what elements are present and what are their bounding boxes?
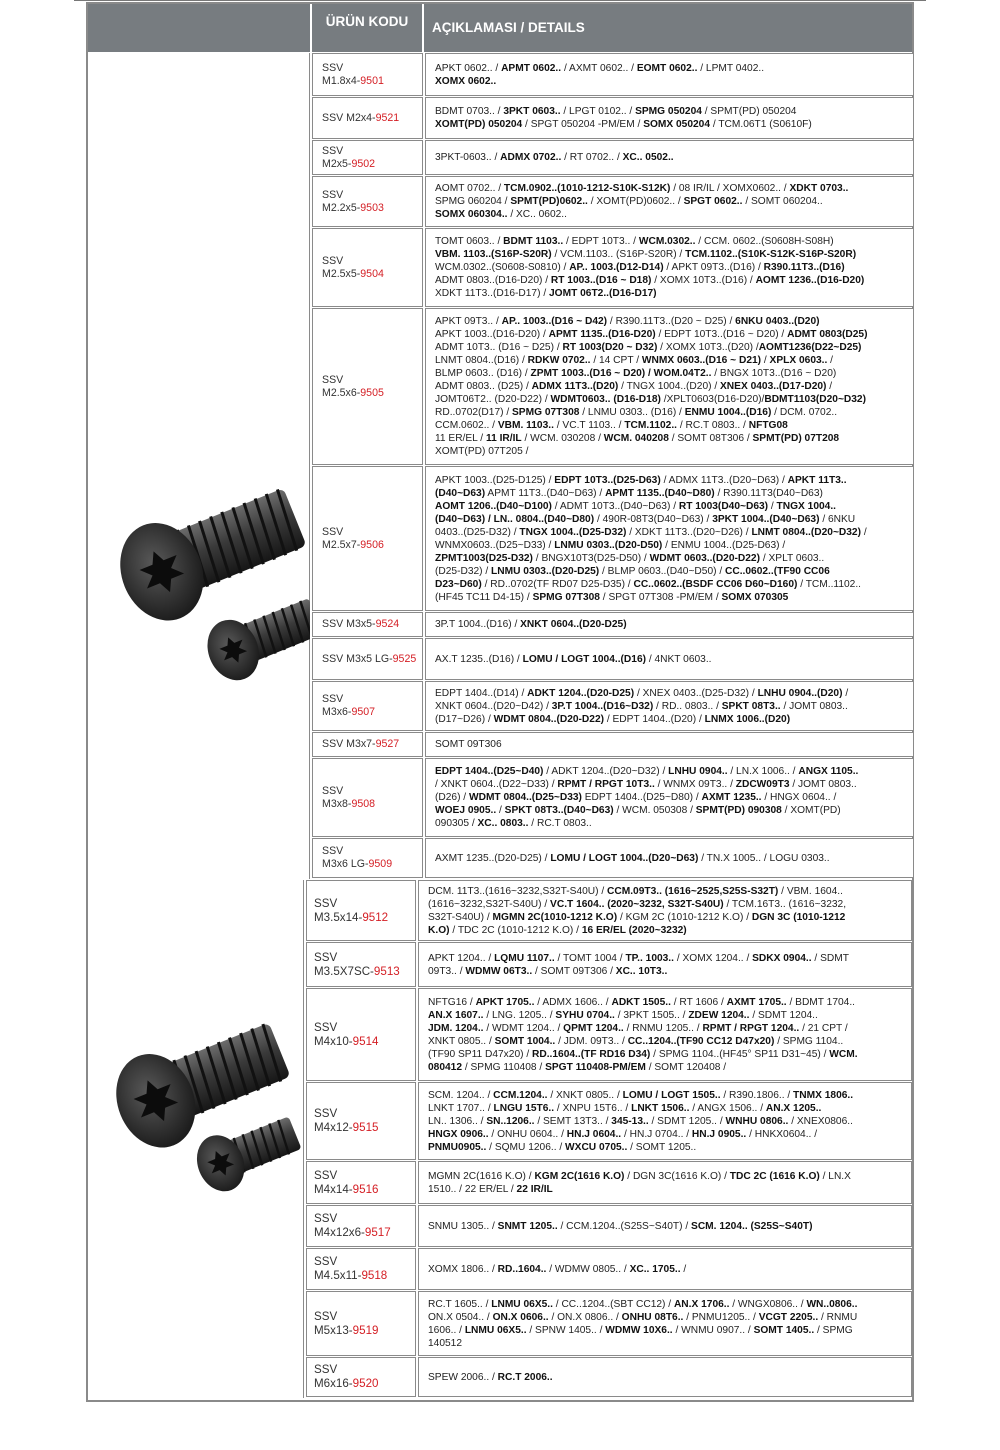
product-details: APKT 1204.. / LQMU 1107.. / TOMT 1004 / TP.. 1003.. / XOMX 1204.. / SDKX 0904.. / SDMT 09T3.. / WDMW 06T3.. / SOMT 09T306 / XC.. 10T3..	[418, 942, 912, 987]
product-details: AX.T 1235..(D16) / LOMU / LOGT 1004..(D16) / 4NKT 0603..	[425, 638, 914, 680]
product-code: SSV M3.5x14-9512	[306, 880, 416, 941]
torx-screw-icon	[88, 880, 304, 1398]
product-code: SSV M3x6 LG-9509	[312, 838, 423, 878]
product-code: SSV M4x14-9516	[306, 1161, 416, 1204]
header-code-col: ÜRÜN KODU	[312, 4, 422, 52]
product-details: SNMU 1305.. / SNMT 1205.. / CCM.1204..(S25S~S40T) / SCM. 1204.. (S25S~S40T)	[418, 1205, 912, 1247]
product-details: SOMT 09T306	[425, 732, 914, 757]
table-row	[312, 612, 914, 637]
table-row	[312, 53, 914, 96]
product-code: SSV M3x5-9524	[312, 612, 423, 637]
product-details: AOMT 0702.. / TCM.0902..(1010-1212-S10K-S12K) / 08 IR/IL / XOMX0602.. / XDKT 0703.. SPMG 060204 / SPMT(PD)0602.. / XOMT(PD)0602.. / SPGT 0602.. / SOMT 060204.. SOMX 060304.. / XC.. 0602..	[425, 176, 914, 227]
product-code: SSV M3x6-9507	[312, 681, 423, 731]
table-row	[312, 732, 914, 757]
product-details: AXMT 1235..(D20-D25) / LOMU / LOGT 1004..(D20~D63) / TN.X 1005.. / LOGU 0303..	[425, 838, 914, 878]
table-row	[306, 1357, 912, 1397]
table-row	[312, 176, 914, 227]
product-details: XOMX 1806.. / RD..1604.. / WDMW 0805.. / XC.. 1705.. /	[418, 1248, 912, 1290]
torx-screw-icon	[88, 53, 310, 879]
product-details: EDPT 1404..(D14) / ADKT 1204..(D20-D25) / XNEX 0403..(D25-D32) / LNHU 0904..(D20) / XNKT 0604..(D20~D42) / 3P.T 1004..(D16~D32) / RD.. 0803.. / SPKT 08T3.. / JOMT 0803.. (D17~D26) / WDMT 0804..(D20-D22) / EDPT 1404..(D20) / LNMX 1006..(D20)	[425, 681, 914, 731]
product-details: APKT 09T3.. / AP.. 1003..(D16 ~ D42) / R390.11T3..(D20 ~ D25) / 6NKU 0403..(D20) APKT 1003..(D16-D20) / APMT 1135..(D16-D20) / EDPT 10T3..(D16 ~ D20) / ADMT 0803(D25) ADMT 10T3.. (D16 ~ D25) / RT 1003(D20 ~ D32) / XOMX 10T3..(D20) /AOMT1236(D22~D25) LNMT 0804..(D16) / RDKW 0702.. / 14 CPT / WNMX 0603..(D16 ~ D21) / XPLX 0603.. / BLMP 0603.. (D16) / ZPMT 1003..(D16 ~ D20) / WOM.04T2.. / BNGX 10T3..(D16 ~ D20) ADMT 0803.. (D25) / ADMX 11T3..(D20) / TNGX 1004..(D20) / XNEX 0403..(D17-D20) / JOMT06T2.. (D20-D22) / WDMT0603.. (D16-D18) /XPLT0603(D16-D20)/BDMT1103(D20~D32) RD..0702(D17) / SPMG 07T308 / LNMU 0303.. (D16) / ENMU 1004..(D16) / DCM. 0702.. CCM.0602.. / VBM. 1103.. / VC.T 1103.. / TCM.1102.. / RC.T 0803.. / NFTG08 11 ER/EL / 11 IR/IL / WCM. 030208 / WCM. 040208 / SOMT 08T306 / SPMT(PD) 07T208 XOMT(PD) 07T205 /	[425, 308, 914, 465]
product-code: SSV M5x13-9519	[306, 1291, 416, 1356]
product-code: SSV M3x8-9508	[312, 758, 423, 837]
top-rule	[74, 0, 926, 1]
product-code: SSV M2.2x5-9503	[312, 176, 423, 227]
product-details: APKT 0602.. / APMT 0602.. / AXMT 0602.. / EOMT 0602.. / LPMT 0402.. XOMX 0602..	[425, 53, 914, 96]
product-details: SPEW 2006.. / RC.T 2006..	[418, 1357, 912, 1397]
product-code: SSV M2x4-9521	[312, 97, 423, 139]
product-details: MGMN 2C(1616 K.O) / KGM 2C(1616 K.O) / DGN 3C(1616 K.O) / TDC 2C (1616 K.O) / LN.X 1510.. / 22 ER/EL / 22 IR/IL	[418, 1161, 912, 1204]
product-code: SSV M2.5x7-9506	[312, 466, 423, 611]
table-row	[312, 228, 914, 307]
table-row	[306, 988, 912, 1081]
product-details: NFTG16 / APKT 1705.. / ADMX 1606.. / ADKT 1505.. / RT 1606 / AXMT 1705.. / BDMT 1704.. AN.X 1607.. / LNG. 1205.. / SYHU 0704.. / 3PKT 1505.. / ZDEW 1204.. / SDMT 1204.. JDM. 1204.. / WDMT 1204.. / QPMT 1204.. / RNMU 1205.. / RPMT / RPGT 1204.. / 21 CPT / XNKT 0805.. / SOMT 1004.. / JDM. 09T3.. / CC..1204..(TF90 CC12 D47x20) / SPMG 1104.. (TF90 SP11 D47x20) / RD..1604..(TF RD16 D34) / SPMG 1104..(HF45° SP11 D31~45) / WCM. 080412 / SPMG 110408 / SPGT 110408-PM/EM / SOMT 120408 /	[418, 988, 912, 1081]
table-row	[312, 638, 914, 680]
table-row	[312, 466, 914, 611]
product-details: DCM. 11T3..(1616~3232,S32T-S40U) / CCM.09T3.. (1616~2525,S25S-S32T) / VBM. 1604.. (1616~3232,S32T-S40U) / VC.T 1604.. (2020~3232, S32T-S40U) / TCM.16T3.. (1616~3232, S32T-S40U) / MGMN 2C(1010-1212 K.O) / KGM 2C (1010-1212 K.O) / DGN 3C (1010-1212 K.O) / TDC 2C (1010-1212 K.O) / 16 ER/EL (2020~3232)	[418, 880, 912, 941]
table-row	[306, 942, 912, 987]
product-details: APKT 1003..(D25-D125) / EDPT 10T3..(D25-D63) / ADMX 11T3..(D20~D63) / APKT 11T3.. (D40~D63) APMT 11T3..(D40~D63) / APMT 1135..(D40~D80) / R390.11T3(D40~D63) AOMT 1206..(D40~D100) / ADMT 10T3..(D40~D63) / RT 1003(D40~D63) / TNGX 1004.. (D40~D63) / LN.. 0804..(D40~D80) / 490R-08T3(D40~D63) / 3PKT 1004..(D40~D63) / 6NKU 0403..(D25-D32) / TNGX 1004..(D25-D32) / XDKT 11T3..(D20~D26) / LNMT 0804..(D20~D32) / WNMX0603..(D25~D33) / LNMU 0303..(D20-D50) / ENMU 1004..(D25-D63) / ZPMT1003(D25-D32) / BNGX10T3(D25-D50) / WDMT 0603..(D20-D22) / XPLT 0603.. (D25-D32) / LNMU 0303..(D20-D25) / BLMP 0603..(D40~D50) / CC..0602..(TF90 CC06 D23~D60) / RD..0702(TF RD07 D25-D35) / CC..0602..(BSDF CC06 D60~D160) / TCM..1102.. (HF45 TC11 D4-15) / SPMG 07T308 / SPGT 07T308 -PM/EM / SOMX 070305	[425, 466, 914, 611]
product-code: SSV M3x5 LG-9525	[312, 638, 423, 680]
product-code: SSV M4.5x11-9518	[306, 1248, 416, 1290]
header-desc-col: AÇIKLAMASI / DETAILS	[424, 4, 912, 52]
product-details: 3P.T 1004..(D16) / XNKT 0604..(D20-D25)	[425, 612, 914, 637]
table-row	[306, 1248, 912, 1290]
product-details: SCM. 1204.. / CCM.1204.. / XNKT 0805.. / LOMU / LOGT 1505.. / R390.1806.. / TNMX 1806.. LNKT 1707.. / LNGU 15T6.. / XNPU 15T6.. / LNKT 1506.. / ANGX 1506.. / AN.X 1205.. LN.. 1306.. / SN..1206.. / SEMT 13T3.. / 345-13.. / SDMT 1205.. / WNHU 0806.. / XNEX0806.. HNGX 0906.. / ONHU 0604.. / HN.J 0604.. / HN.J 0704.. / HN.J 0905.. / HNKX0604.. / PNMU0905.. / SQMU 1206.. / WXCU 0705.. / SOMT 1205..	[418, 1082, 912, 1160]
product-details: EDPT 1404..(D25~D40) / ADKT 1204..(D20~D32) / LNHU 0904.. / LN.X 1006.. / ANGX 1105.. / XNKT 0604..(D22~D33) / RPMT / RPGT 10T3.. / WNMX 09T3.. / ZDCW09T3 / JOMT 0803.. (D26) / WDMT 0804..(D25~D33) EDPT 1404..(D25~D80) / AXMT 1235.. / HNGX 0604.. / WOEJ 0905.. / SPKT 08T3..(D40~D63) / WCM. 050308 / SPMT(PD) 090308 / XOMT(PD) 090305 / XC.. 0803.. / RC.T 0803..	[425, 758, 914, 837]
table-row	[312, 308, 914, 465]
product-code: SSV M1.8x4-9501	[312, 53, 423, 96]
screw-photo-cell-2	[88, 880, 304, 1398]
product-code: SSV M4x12-9515	[306, 1082, 416, 1160]
product-code: SSV M2x5-9502	[312, 140, 423, 175]
product-details: TOMT 0603.. / BDMT 1103.. / EDPT 10T3.. / WCM.0302.. / CCM. 0602..(S0608H-S08H) VBM. 1103..(S16P-S20R) / VCM.1103.. (S16P-S20R) / TCM.1102..(S10K-S12K-S16P-S20R) WCM.0302..(S0608-S0810) / AP.. 1003.(D12-D14) / APKT 09T3..(D16) / R390.11T3..(D16) ADMT 0803..(D16-D20) / RT 1003..(D16 ~ D18) / XOMX 10T3..(D16) / AOMT 1236..(D16-D20) XDKT 11T3..(D16-D17) / JOMT 06T2..(D16-D17)	[425, 228, 914, 307]
table-row	[312, 758, 914, 837]
product-code: SSV M2.5x6-9505	[312, 308, 423, 465]
product-details: BDMT 0703.. / 3PKT 0603.. / LPGT 0102.. / SPMG 050204 / SPMT(PD) 050204 XOMT(PD) 050204 / SPGT 050204 -PM/EM / SOMX 050204 / TCM.06T1 (S0610F)	[425, 97, 914, 139]
screw-photo-cell-1	[88, 53, 310, 879]
product-code: SSV M2.5x5-9504	[312, 228, 423, 307]
table-row	[312, 140, 914, 175]
product-code: SSV M6x16-9520	[306, 1357, 416, 1397]
header-image-cell	[88, 4, 310, 52]
table-row	[306, 1161, 912, 1204]
product-code: SSV M4x10-9514	[306, 988, 416, 1081]
product-details: RC.T 1605.. / LNMU 06X5.. / CC..1204..(SBT CC12) / AN.X 1706.. / WNGX0806.. / WN..0806.. ON.X 0504.. / ON.X 0606.. / ON.X 0806.. / ONHU 08T6.. / PNMU1205.. / VCGT 2205.. / RNMU 1606.. / LNMU 06X5.. / SPNW 1405.. / WDMW 10X6.. / WNMU 0907.. / SOMT 1405.. / SPMG 140512	[418, 1291, 912, 1356]
table-row	[306, 1082, 912, 1160]
table-row	[306, 880, 912, 941]
product-code: SSV M3.5X7SC-9513	[306, 942, 416, 987]
product-details: 3PKT-0603.. / ADMX 0702.. / RT 0702.. / XC.. 0502..	[425, 140, 914, 175]
product-code: SSV M3x7-9527	[312, 732, 423, 757]
table-row	[312, 97, 914, 139]
table-row	[306, 1205, 912, 1247]
table-row	[312, 838, 914, 878]
table-row	[312, 681, 914, 731]
table-row	[306, 1291, 912, 1356]
product-code: SSV M4x12x6-9517	[306, 1205, 416, 1247]
